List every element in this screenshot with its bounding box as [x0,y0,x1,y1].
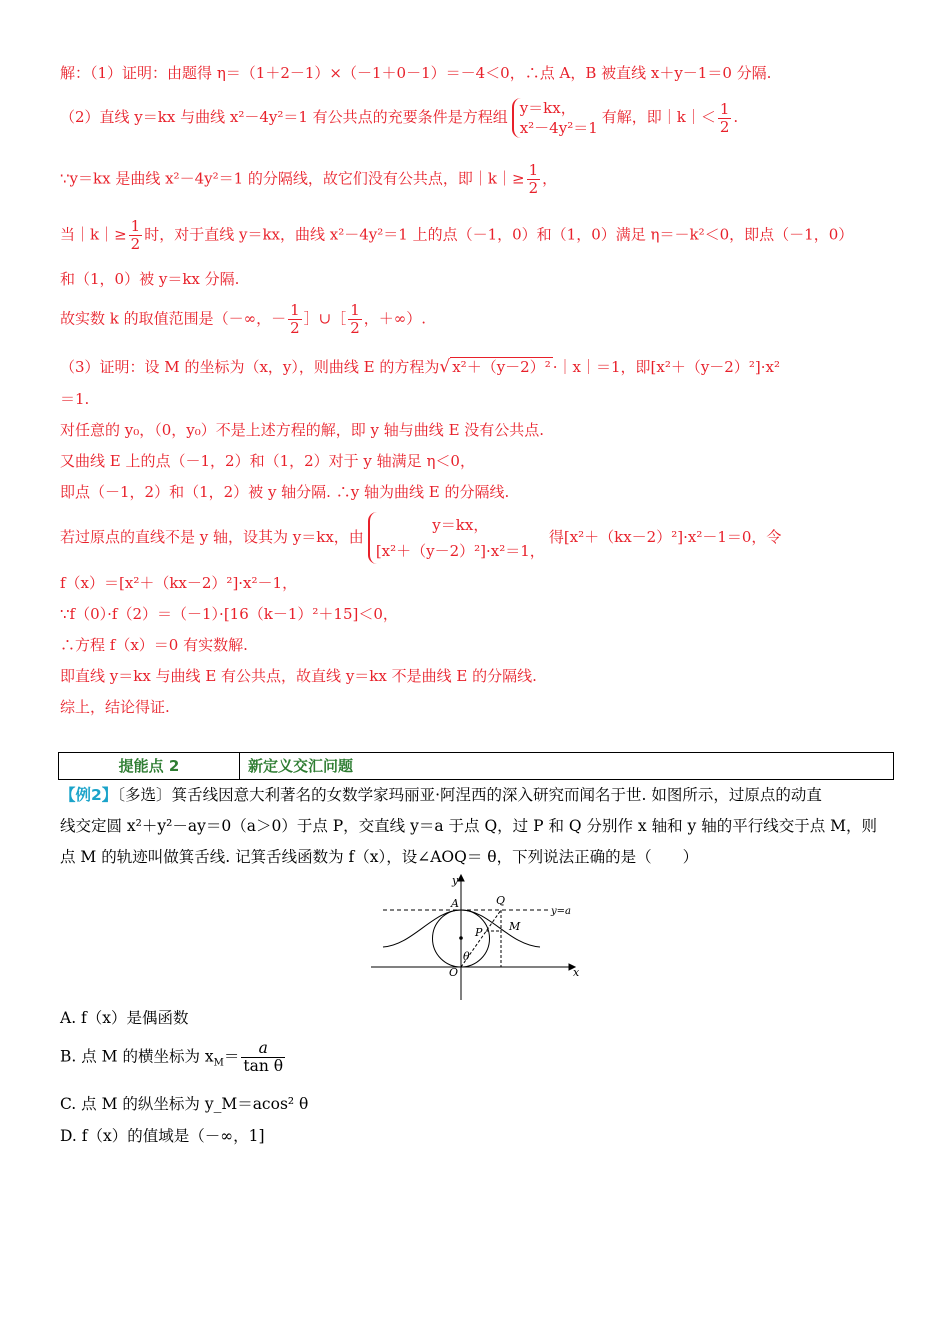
solution-line-15: ∴方程 f（x）＝0 有实数解. [60,636,248,654]
solution-line-4-head: 当｜k｜≥ [60,225,127,244]
option-B-subscript: M [213,1057,224,1069]
witch-of-agnesi-figure [368,870,583,1005]
solution-line-6 [60,302,426,337]
fraction-half [288,302,302,337]
equation-system [368,512,545,564]
label-y: y [452,874,459,887]
solution-line-2-tail: 有解，即｜k｜＜ [601,108,716,126]
example-text-2: 线交定圆 x²＋y²－ay＝0（a＞0）于点 P，交直线 y＝a 于点 Q，过 P 和 Q 分别作 x 轴和 y 轴的平行线交于点 M，则 [60,817,878,835]
solution-line-12-text: 若过原点的直线不是 y 轴，设其为 y＝kx，由 [60,528,364,546]
fraction-half [527,162,541,197]
range-text-3: ，＋∞）. [363,309,427,328]
solution-line-16: 即直线 y＝kx 与曲线 E 有公共点，故直线 y＝kx 不是曲线 E 的分隔线. [60,667,537,685]
fraction-den: 2 [719,117,730,136]
fraction-den: 2 [290,319,300,337]
solution-line-13: f（x）＝[x²＋（kx－2）²]·x²－1， [60,574,298,592]
option-B[interactable] [60,1040,287,1075]
option-A[interactable]: A. f（x）是偶函数 [60,1009,189,1027]
solution-line-3: ∵y＝kx 是曲线 x²－4y²＝1 的分隔线，故它们没有公共点，即｜k｜≥ $\frac{1}{2}$ ， [60,161,558,197]
fraction-num: 1 [290,301,300,319]
fraction-den: tan θ [243,1057,284,1075]
circle-center-dot [459,936,463,940]
system-eq-2: [x²＋（y－2）²]·x²＝1， [375,542,545,560]
solution-line-12-tail: 得[x²＋（kx－2）²]·x²－1＝0，令 [548,528,782,546]
fraction-half [348,302,362,337]
example-tag: 【例2】 [60,786,118,804]
example-type: 〔多选〕 [117,786,172,804]
fraction-num: 1 [130,217,141,235]
fraction-den: 2 [350,319,360,337]
section-title: 新定义交汇问题 [248,757,354,775]
fraction-half [129,218,143,253]
range-text-2: ］∪［ [303,309,347,328]
solution-line-5: 和（1，0）被 y＝kx 分隔. [60,270,240,288]
radical-sign: √ [439,357,451,377]
solution-line-1: 解：（1）证明：由题得 η＝（1＋2－1）×（－1＋0－1）＝－4＜0，∴点 A，B 被直线 x＋y－1＝0 分隔. [60,64,772,82]
fraction-num: 1 [719,99,730,118]
solution-line-7-text: （3）证明：设 M 的坐标为（x，y），则曲线 E 的方程为 [60,358,440,376]
fraction-half [718,101,732,136]
fraction-num: a [241,1040,285,1058]
solution-line-10: 又曲线 E 上的点（－1，2）和（1，2）对于 y 轴满足 η＜0， [60,452,475,470]
system-eq-2: x²－4y²＝1 [519,119,598,137]
system-eq-1: y＝kx， [519,99,576,117]
solution-line-17: 综上，结论得证. [60,698,170,716]
option-C[interactable]: C. 点 M 的纵坐标为 y_M＝acos² θ [60,1095,309,1113]
option-B-equals: ＝ [223,1047,240,1066]
label-M: M [509,920,521,933]
solution-line-7 [60,356,780,378]
solution-line-9: 对任意的 y₀，（0，y₀）不是上述方程的解，即 y 轴与曲线 E 没有公共点. [60,421,545,439]
solution-line-2-text: （2）直线 y＝kx 与曲线 x²－4y²＝1 有公共点的充要条件是方程组 [60,108,508,126]
y-axis-arrow [458,875,464,881]
option-D[interactable]: D. f（x）的值域是（－∞，1] [60,1127,265,1145]
label-O: O [449,966,459,979]
solution-line-11: 即点（－1，2）和（1，2）被 y 轴分隔. ∴y 轴为曲线 E 的分隔线. [60,483,510,501]
label-line: y=a [551,906,571,917]
solution-line-2: （2）直线 y＝kx 与曲线 x²－4y²＝1 有公共点的充要条件是方程组 y＝kx， x²－4y²＝1 有解，即｜k｜＜ $\frac{1}{2}$ . [60,99,739,137]
label-x: x [573,966,580,979]
solution-line-3-text: ∵y＝kx 是曲线 x²－4y²＝1 的分隔线，故它们没有公共点，即｜k｜≥ [60,169,525,188]
example-text-3: 点 M 的轨迹叫做箕舌线. 记箕舌线函数为 f（x），设∠AOQ＝ θ，下列说法正确的是（ ） [60,848,699,866]
label-A: A [451,897,459,910]
range-text-1: 故实数 k 的取值范围是（－∞，－ [60,309,287,328]
label-P: P [475,926,483,939]
fraction-num: 1 [350,301,360,319]
solution-line-4 [60,218,853,253]
solution-line-7-tail: ·｜x｜＝1，即[x²＋（y－2）²]·x² [552,358,780,376]
section-label: 提能点 2 [59,753,240,779]
solution-line-14: ∵f（0）·f（2）＝（－1）·[16（k－1）²＋15]＜0， [60,605,398,623]
example-text-1: 箕舌线因意大利著名的女数学家玛丽亚·阿涅西的深入研究而闻名于世. 如图所示，过原点的动直 [171,786,822,804]
fraction-den: 2 [528,179,539,197]
fraction-den: 2 [130,235,141,253]
option-B-text: B. 点 M 的横坐标为 x [60,1047,214,1066]
option-B-fraction [241,1040,285,1075]
equation-system [512,98,598,138]
solution-line-4-text: 时，对于直线 y＝kx，曲线 x²－4y²＝1 上的点（－1，0）和（1，0）满足 η＝－k²＜0，即点（－1，0） [144,225,854,244]
solution-line-8: ＝1. [60,390,90,408]
label-Q: Q [496,894,506,907]
solution-line-12 [60,512,781,564]
section-header [58,752,894,780]
fraction-num: 1 [528,161,539,179]
system-eq-1: y＝kx， [432,516,489,534]
example-problem [60,780,900,873]
radicand: x²＋（y－2）² [452,358,551,376]
label-theta: θ [463,950,470,963]
